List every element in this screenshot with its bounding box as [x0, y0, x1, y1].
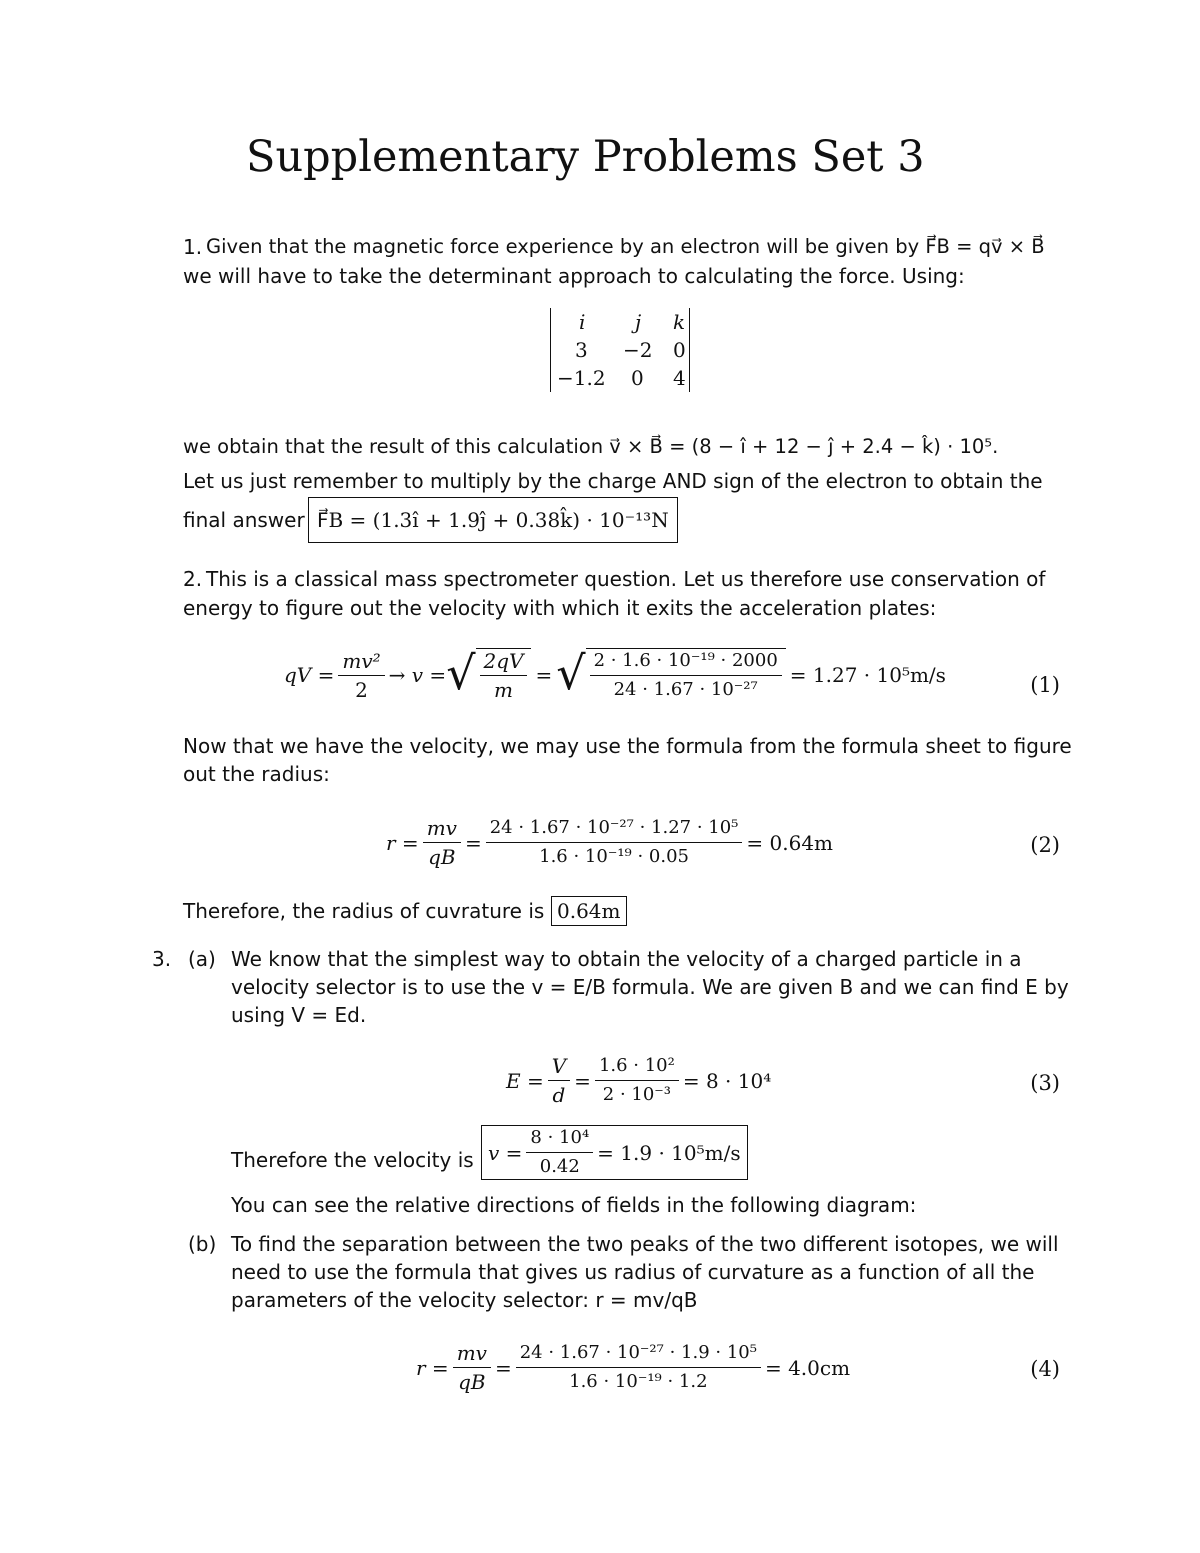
- problem-3-number: 3.: [152, 947, 172, 971]
- part-b-line-3: parameters of the velocity selector: r = mv/qB: [231, 1288, 698, 1312]
- boxed-answer: 0.64m: [551, 896, 627, 926]
- eq1-lhs: qV =: [284, 663, 335, 687]
- frac-denominator: qB: [428, 845, 456, 869]
- eq1-equals: =: [535, 663, 553, 687]
- part-a-line-4: Therefore the velocity is: [231, 1148, 474, 1172]
- sqrt-2: [556, 648, 786, 702]
- problem-2-answer-box: [551, 896, 627, 926]
- problem-1-line-3: we obtain that the result of this calculation v⃗ × B⃗ = (8 − î + 12 − ĵ + 2.4 − k̂) · 10⁵.: [183, 435, 999, 458]
- part-a-label: (a): [188, 947, 216, 971]
- frac-denominator: 1.6 · 10⁻¹⁹ · 1.2: [569, 1371, 708, 1392]
- eq2-rhs: = 0.64m: [746, 830, 834, 855]
- det-cell: −2: [623, 338, 653, 362]
- problem-2-line-5: Therefore, the radius of cuvrature is: [183, 899, 545, 923]
- frac-denominator: 2: [355, 677, 368, 702]
- problem-1-answer-box: [308, 497, 678, 543]
- eq3-equals: =: [574, 1068, 591, 1093]
- eq3-rhs: = 8 · 10⁴: [682, 1068, 772, 1093]
- eq1-frac-1: [338, 649, 384, 702]
- eq4-rhs: = 4.0cm: [764, 1355, 851, 1380]
- frac-denominator: d: [552, 1083, 566, 1107]
- det-cell: 3: [575, 338, 588, 362]
- page-title: Supplementary Problems Set 3: [246, 132, 925, 182]
- part-b-line-2: need to use the formula that gives us radius of curvature as a function of all the: [231, 1260, 1035, 1284]
- eq3-lhs: E =: [506, 1068, 544, 1093]
- det-cell: j: [635, 310, 642, 334]
- det-cell: k: [673, 310, 686, 334]
- equation-4: [416, 1341, 850, 1394]
- frac-denominator: m: [494, 678, 513, 702]
- equation-2: [386, 816, 833, 869]
- equation-1: [284, 648, 946, 702]
- eq2-lhs: r =: [386, 830, 419, 855]
- frac-denominator: qB: [458, 1370, 486, 1394]
- det-cell: i: [579, 310, 586, 334]
- problem-1-line-2: we will have to take the determinant approach to calculating the force. Using:: [183, 264, 965, 288]
- boxed-lhs: v =: [488, 1140, 523, 1165]
- frac-numerator: mv²: [338, 649, 384, 676]
- frac-numerator: V: [548, 1054, 570, 1081]
- frac-numerator: mv: [423, 816, 461, 843]
- part-b-label: (b): [188, 1232, 217, 1256]
- radical-sign: √: [556, 646, 586, 700]
- equation-number-3: (3): [1030, 1071, 1060, 1095]
- equation-3: [506, 1054, 771, 1107]
- part-b-line-1: To find the separation between the two peaks of the two different isotopes, we will: [231, 1232, 1059, 1256]
- frac-denominator: 2 · 10⁻³: [602, 1084, 672, 1105]
- problem-1-line-5: final answer: [183, 508, 305, 532]
- equation-number-4: (4): [1030, 1357, 1060, 1381]
- problem-1-line-1: Given that the magnetic force experience by an electron will be given by F⃗B = qv⃗ × B⃗: [206, 235, 1045, 258]
- determinant-matrix: [550, 308, 690, 392]
- frac-numerator: 2qV: [480, 649, 528, 676]
- problem-1-line-4: Let us just remember to multiply by the charge AND sign of the electron to obtain the: [183, 469, 1043, 493]
- problem-2-line-4: out the radius:: [183, 762, 330, 786]
- frac-denominator: 0.42: [539, 1156, 580, 1177]
- equation-number-1: (1): [1030, 673, 1060, 697]
- eq4-lhs: r =: [416, 1355, 449, 1380]
- eq2-equals: =: [464, 830, 482, 855]
- part-a-line-5: You can see the relative directions of fields in the following diagram:: [231, 1193, 917, 1217]
- frac-numerator: 8 · 10⁴: [526, 1126, 593, 1153]
- frac-numerator: mv: [453, 1341, 491, 1368]
- boxed-answer: F⃗B = (1.3î + 1.9ĵ + 0.38k̂) · 10⁻¹³N: [308, 497, 678, 543]
- eq4-equals: =: [494, 1355, 512, 1380]
- radical-sign: √: [446, 646, 476, 700]
- problem-2-line-1: This is a classical mass spectrometer question. Let us therefore use conservation of: [206, 567, 1046, 591]
- part-a-line-2: velocity selector is to use the v = E/B formula. We are given B and we can find E by: [231, 975, 1069, 999]
- problem-2-number: 2.: [183, 567, 203, 591]
- frac-numerator: 24 · 1.67 · 10⁻²⁷ · 1.27 · 10⁵: [486, 816, 743, 843]
- boxed-rhs: = 1.9 · 10⁵m/s: [597, 1140, 741, 1165]
- problem-2-line-2: energy to figure out the velocity with which it exits the acceleration plates:: [183, 596, 937, 620]
- eq1-rhs: = 1.27 · 10⁵m/s: [789, 663, 946, 687]
- part-a-line-3: using V = Ed.: [231, 1003, 367, 1027]
- problem-1-number: 1.: [183, 235, 203, 259]
- equation-number-2: (2): [1030, 833, 1060, 857]
- sqrt-1: [446, 648, 531, 702]
- problem-2-line-3: Now that we have the velocity, we may use the formula from the formula sheet to figure: [183, 734, 1072, 758]
- det-cell: 4: [673, 366, 686, 390]
- frac-denominator: 1.6 · 10⁻¹⁹ · 0.05: [539, 846, 689, 867]
- frac-numerator: 1.6 · 10²: [595, 1054, 679, 1081]
- det-cell: 0: [673, 338, 686, 362]
- frac-denominator: 24 · 1.67 · 10⁻²⁷: [613, 679, 758, 700]
- det-cell: 0: [631, 366, 644, 390]
- velocity-answer-box: [481, 1125, 748, 1180]
- part-a-line-1: We know that the simplest way to obtain the velocity of a charged particle in a: [231, 947, 1022, 971]
- eq1-arrow: → v =: [388, 663, 447, 687]
- det-cell: −1.2: [557, 366, 606, 390]
- frac-numerator: 2 · 1.6 · 10⁻¹⁹ · 2000: [590, 649, 782, 676]
- frac-numerator: 24 · 1.67 · 10⁻²⁷ · 1.9 · 10⁵: [516, 1341, 761, 1368]
